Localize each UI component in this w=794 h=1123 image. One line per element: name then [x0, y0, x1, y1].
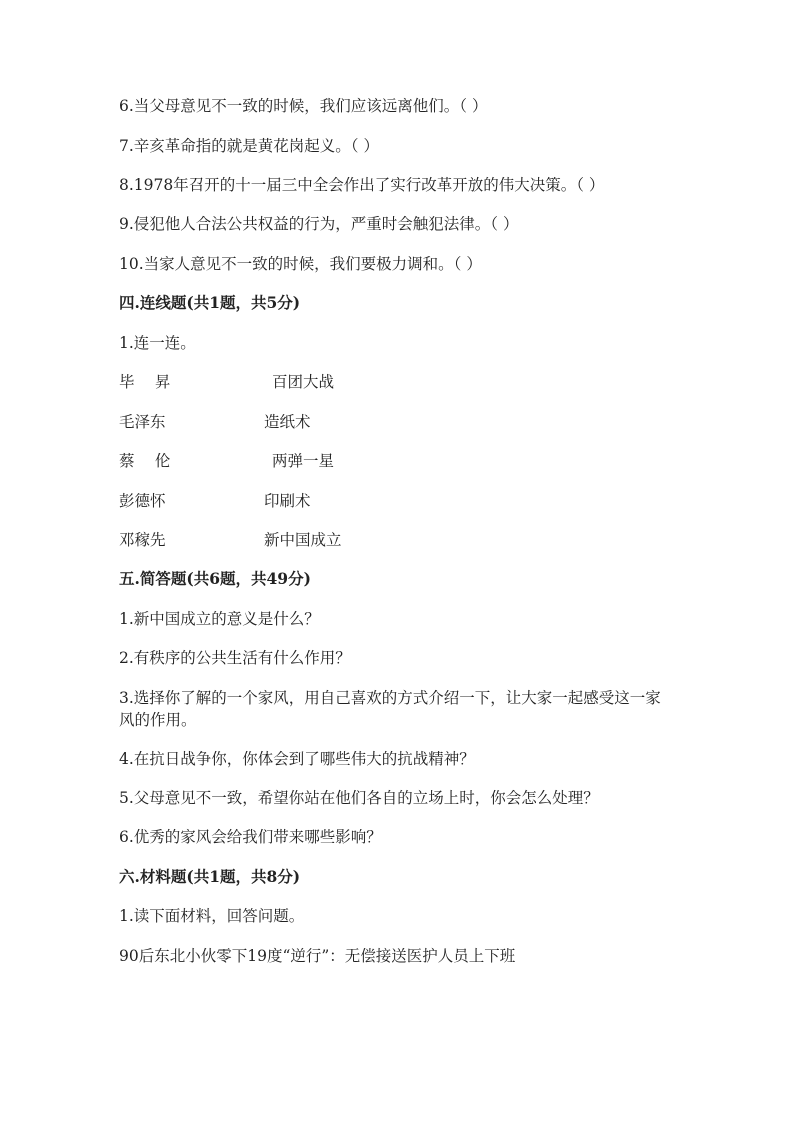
judgement-q9: 9.侵犯他人合法公共权益的行为，严重时会触犯法律。（ ）	[119, 215, 519, 233]
judgement-q7: 7.辛亥革命指的就是黄花岗起义。（ ）	[119, 137, 379, 155]
match-right-item: 造纸术	[264, 413, 311, 431]
section5-q5: 5.父母意见不一致，希望你站在他们各自的立场上时，你会怎么处理？	[119, 789, 599, 807]
section6-q1: 1.读下面材料，回答问题。	[119, 907, 305, 925]
section5-q4: 4.在抗日战争你，你体会到了哪些伟大的抗战精神？	[119, 750, 475, 768]
match-right-item: 两弹一星	[272, 452, 335, 470]
match-left-item: 毕 昇	[119, 373, 171, 391]
section5-q6: 6.优秀的家风会给我们带来哪些影响？	[119, 828, 382, 846]
section4-heading: 四.连线题(共1题，共5分)	[119, 293, 301, 312]
judgement-q6: 6.当父母意见不一致的时候，我们应该远离他们。（ ）	[119, 97, 488, 115]
match-left-item: 蔡 伦	[119, 452, 171, 470]
section6-material-title: 90后东北小伙零下19度“逆行”：无偿接送医护人员上下班	[119, 947, 516, 965]
match-left-item: 彭德怀	[119, 492, 166, 510]
section5-q3: 3.选择你了解的一个家风，用自己喜欢的方式介绍一下，让大家一起感受这一家风的作用。	[119, 689, 661, 729]
judgement-q10: 10.当家人意见不一致的时候，我们要极力调和。（ ）	[119, 255, 482, 273]
section4-q1: 1.连一连。	[119, 334, 196, 352]
match-left-item: 毛泽东	[119, 413, 166, 431]
match-right-item: 印刷术	[264, 492, 311, 510]
section5-q1: 1.新中国成立的意义是什么？	[119, 610, 320, 628]
match-right-item: 百团大战	[272, 373, 335, 391]
section5-q2: 2.有秩序的公共生活有什么作用？	[119, 649, 351, 667]
section6-heading: 六.材料题(共1题，共8分)	[119, 867, 301, 886]
judgement-q8: 8.1978年召开的十一届三中全会作出了实行改革开放的伟大决策。（ ）	[119, 176, 605, 194]
match-left-item: 邓稼先	[119, 531, 166, 549]
match-right-item: 新中国成立	[264, 531, 342, 549]
section5-heading: 五.简答题(共6题，共49分)	[119, 569, 311, 588]
